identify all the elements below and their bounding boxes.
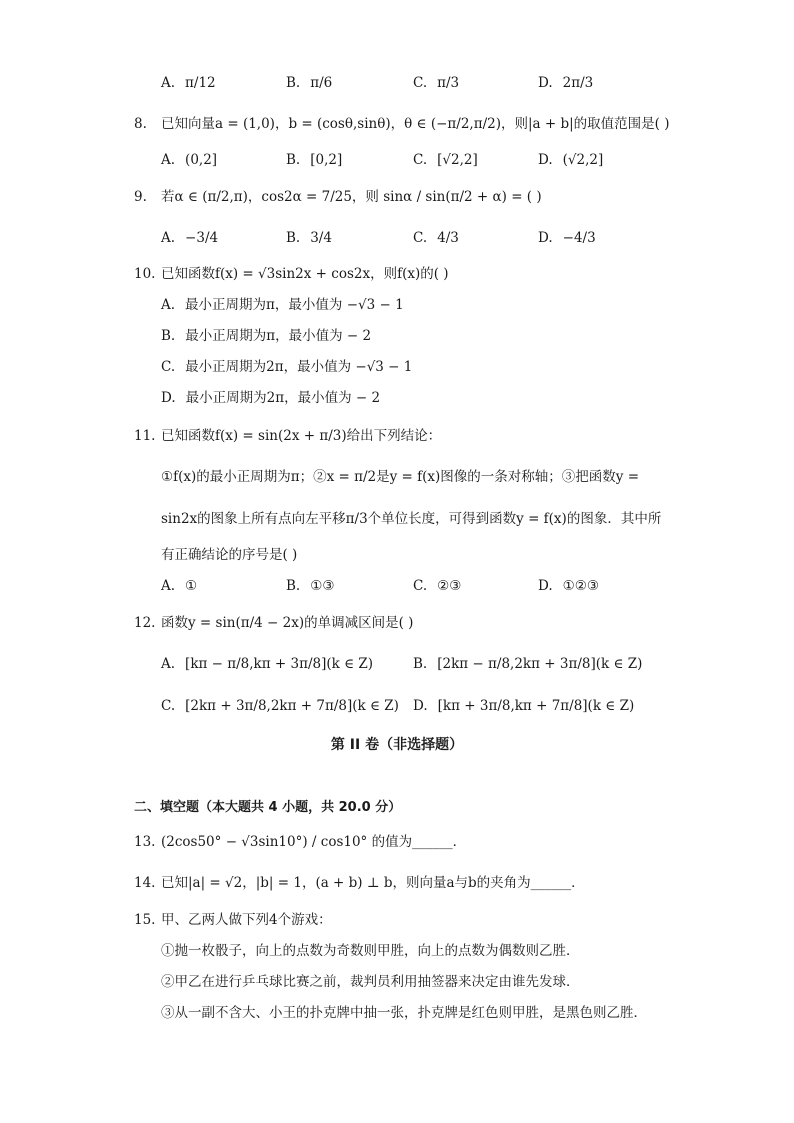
question-number: 11. xyxy=(134,428,156,444)
section-heading: 二、填空题（本大题共 4 小题，共 20.0 分） xyxy=(134,800,402,815)
option-d: D. 2π/3 xyxy=(538,75,594,91)
question-body-line: ①f(x)的最小正周期为π；②x = π/2是y = f(x)图像的一条对称轴；③把函数y = xyxy=(161,469,640,485)
option-c: C. 4/3 xyxy=(413,230,459,246)
question-stem: (2cos50° − √3sin10°) / cos10° 的值为______． xyxy=(161,834,467,850)
option-c: C. 最小正周期为2π，最小值为 −√3 − 1 xyxy=(161,359,413,375)
option-c: C. ②③ xyxy=(413,578,462,594)
option-d: D. −4/3 xyxy=(538,230,596,246)
question-number: 13. xyxy=(134,834,156,850)
option-d: D. ①②③ xyxy=(538,578,599,594)
question-body-line: ③从一副不含大、小王的扑克牌中抽一张，扑克牌是红色则甲胜，是黑色则乙胜． xyxy=(161,1005,647,1021)
option-c: C. [2kπ + 3π/8,2kπ + 7π/8](k ∈ Z) xyxy=(161,698,399,714)
question-stem: 已知向量a = (1,0)，b = (cosθ,sinθ)，θ ∈ (−π/2,π/2)，则|a + b|的取值范围是( ) xyxy=(161,116,670,132)
question-number: 12. xyxy=(134,615,156,631)
option-a: A. ① xyxy=(161,578,198,594)
option-d: D. (√2,2] xyxy=(538,152,604,168)
option-b: B. 最小正周期为π，最小值为 − 2 xyxy=(161,328,372,344)
question-number: 15. xyxy=(134,912,156,928)
option-b: B. [0,2] xyxy=(286,152,343,168)
option-a: A. π/12 xyxy=(161,75,216,91)
option-b: B. π/6 xyxy=(286,75,333,91)
option-b: B. 3/4 xyxy=(286,230,332,246)
question-stem: 函数y = sin(π/4 − 2x)的单调减区间是( ) xyxy=(161,615,414,631)
question-body-line: ②甲乙在进行乒乓球比赛之前，裁判员利用抽签器来决定由谁先发球． xyxy=(161,974,580,990)
question-number: 10. xyxy=(134,266,156,282)
question-body-line: sin2x的图象上所有点向左平移π/3个单位长度，可得到函数y = f(x)的图象．其中所 xyxy=(161,511,662,527)
question-stem: 已知函数f(x) = √3sin2x + cos2x，则f(x)的( ) xyxy=(161,266,449,282)
question-stem: 若α ∈ (π/2,π)，cos2α = 7/25，则 sinα / sin(π/2 + α) = ( ) xyxy=(161,189,542,205)
question-number: 9. xyxy=(134,189,147,205)
question-stem: 已知函数f(x) = sin(2x + π/3)给出下列结论： xyxy=(161,428,442,444)
part-title: 第 II 卷（非选择题） xyxy=(330,737,464,753)
option-a: A. [kπ − π/8,kπ + 3π/8](k ∈ Z) xyxy=(161,656,374,672)
question-number: 14. xyxy=(134,875,156,891)
option-c: C. [√2,2] xyxy=(413,152,478,168)
option-d: D. 最小正周期为2π，最小值为 − 2 xyxy=(161,390,381,406)
question-stem: 甲、乙两人做下列4个游戏： xyxy=(161,912,332,928)
question-number: 8. xyxy=(134,116,147,132)
option-a: A. (0,2] xyxy=(161,152,218,168)
question-body-line: 有正确结论的序号是( ) xyxy=(161,547,298,563)
option-a: A. 最小正周期为π，最小值为 −√3 − 1 xyxy=(161,297,404,313)
option-a: A. −3/4 xyxy=(161,230,219,246)
question-body-line: ①抛一枚骰子，向上的点数为奇数则甲胜，向上的点数为偶数则乙胜． xyxy=(161,943,580,959)
option-c: C. π/3 xyxy=(413,75,460,91)
option-b: B. ①③ xyxy=(286,578,335,594)
question-stem: 已知|a| = √2，|b| = 1，(a + b) ⊥ b，则向量a与b的夹角为______． xyxy=(161,875,585,891)
option-d: D. [kπ + 3π/8,kπ + 7π/8](k ∈ Z) xyxy=(413,698,635,714)
option-b: B. [2kπ − π/8,2kπ + 3π/8](k ∈ Z) xyxy=(413,656,643,672)
